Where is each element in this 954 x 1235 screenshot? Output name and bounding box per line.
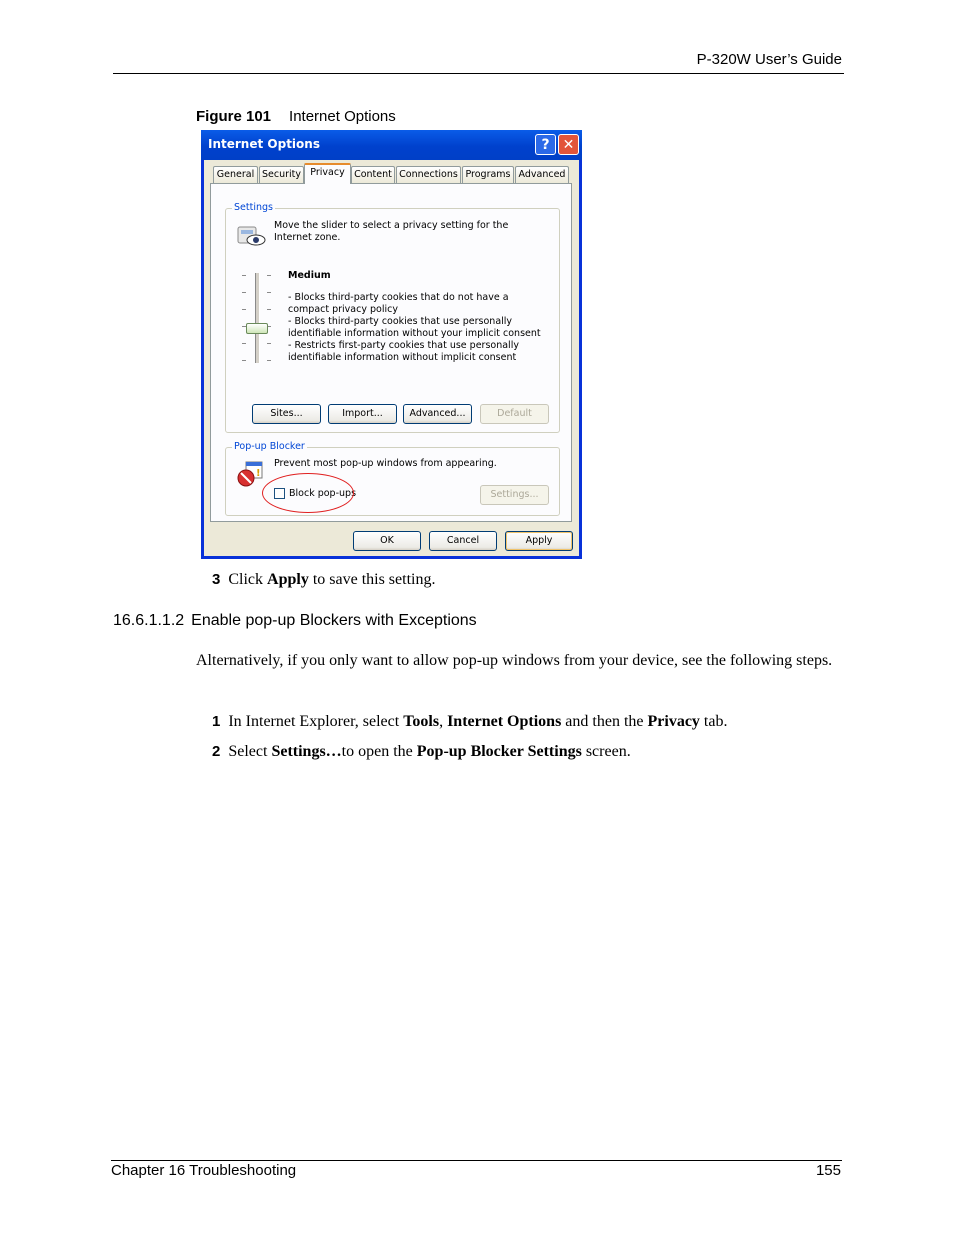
privacy-bullet: - Restricts first-party cookies that use personally identifiable information without implicit consent [288, 340, 519, 363]
step-text: Select [228, 743, 272, 760]
step-text: to open the [341, 743, 417, 760]
step-bold: Apply [267, 571, 309, 588]
help-icon[interactable]: ? [535, 134, 556, 155]
tab-security[interactable]: Security [259, 166, 304, 183]
tab-connections[interactable]: Connections [396, 166, 461, 183]
header-rule [113, 73, 844, 74]
ok-button[interactable]: OK [353, 531, 421, 551]
dialog-titlebar [201, 130, 582, 160]
step-3 [212, 569, 435, 591]
tab-content[interactable]: Content [351, 166, 395, 183]
step-text: In Internet Explorer, select [228, 713, 404, 730]
privacy-bullet: - Blocks third-party cookies that use personally identifiable information without your implicit consent [288, 316, 541, 339]
privacy-slider[interactable] [240, 273, 274, 369]
svg-text:!: ! [256, 468, 261, 479]
page-number: 155 [815, 1162, 841, 1179]
apply-button[interactable]: Apply [505, 531, 573, 551]
step-bold: Internet Options [447, 713, 562, 730]
privacy-bullet: - Blocks third-party cookies that do not have a compact privacy policy [288, 292, 509, 315]
step-number: 1 [212, 713, 221, 730]
step-text: , [439, 713, 448, 730]
sites-button[interactable]: Sites... [252, 404, 321, 424]
step-1 [212, 711, 727, 733]
step-text: and then the [561, 713, 648, 730]
slider-ticks-right [267, 273, 271, 363]
import-button[interactable]: Import... [328, 404, 397, 424]
close-icon[interactable]: ✕ [558, 134, 579, 155]
popup-settings-button[interactable]: Settings... [480, 485, 549, 505]
step-bold: Tools [403, 713, 440, 730]
step-bold: Pop-up Blocker Settings [416, 743, 582, 760]
section-number: 16.6.1.1.2 [113, 612, 185, 629]
step-2 [212, 741, 631, 763]
tab-privacy[interactable]: Privacy [304, 163, 351, 184]
settings-group-label: Settings [234, 202, 273, 213]
step-bold: Privacy [647, 713, 700, 730]
default-button[interactable]: Default [480, 404, 549, 424]
cancel-button[interactable]: Cancel [429, 531, 497, 551]
step-bold: Settings… [271, 743, 342, 760]
step-text: screen. [581, 743, 631, 760]
popup-group-label: Pop-up Blocker [234, 441, 305, 452]
dialog-client [204, 160, 579, 556]
dialog-title: Internet Options [208, 137, 320, 151]
running-header: P-320W User’s Guide [696, 51, 842, 68]
tab-advanced[interactable]: Advanced [515, 166, 569, 183]
internet-options-dialog [201, 130, 582, 559]
privacy-eye-icon [236, 223, 268, 249]
section-title: Enable pop-up Blockers with Exceptions [191, 612, 477, 629]
privacy-panel [210, 183, 572, 522]
advanced-button[interactable]: Advanced... [403, 404, 472, 424]
settings-group [225, 202, 560, 433]
figure-caption [196, 108, 396, 125]
popup-blocker-icon [236, 460, 266, 488]
popup-blocker-group [225, 441, 560, 516]
privacy-level: Medium [288, 270, 331, 281]
footer-rule [111, 1160, 842, 1161]
block-popups-label[interactable]: Block pop-ups [289, 488, 357, 499]
popup-description: Prevent most pop-up windows from appearing. [274, 458, 497, 469]
slider-track [255, 273, 260, 363]
figure-title: Internet Options [289, 108, 396, 125]
slider-thumb[interactable] [246, 323, 268, 334]
tab-programs[interactable]: Programs [462, 166, 514, 183]
intro-paragraph: Alternatively, if you only want to allow pop-up windows from your device, see the following steps. [196, 652, 833, 669]
privacy-instruction: Move the slider to select a privacy setting for the Internet zone. [274, 220, 509, 243]
step-text: tab. [699, 713, 728, 730]
figure-label: Figure 101 [196, 108, 272, 125]
step-number: 2 [212, 743, 221, 760]
highlight-circle [262, 473, 357, 513]
step-text: to save this setting. [308, 571, 436, 588]
step-text: Click [228, 571, 268, 588]
tab-general[interactable]: General [213, 166, 258, 183]
slider-ticks-left [242, 273, 246, 363]
section-heading [113, 612, 477, 630]
footer-chapter: Chapter 16 Troubleshooting [111, 1162, 297, 1179]
step-number: 3 [212, 571, 221, 588]
